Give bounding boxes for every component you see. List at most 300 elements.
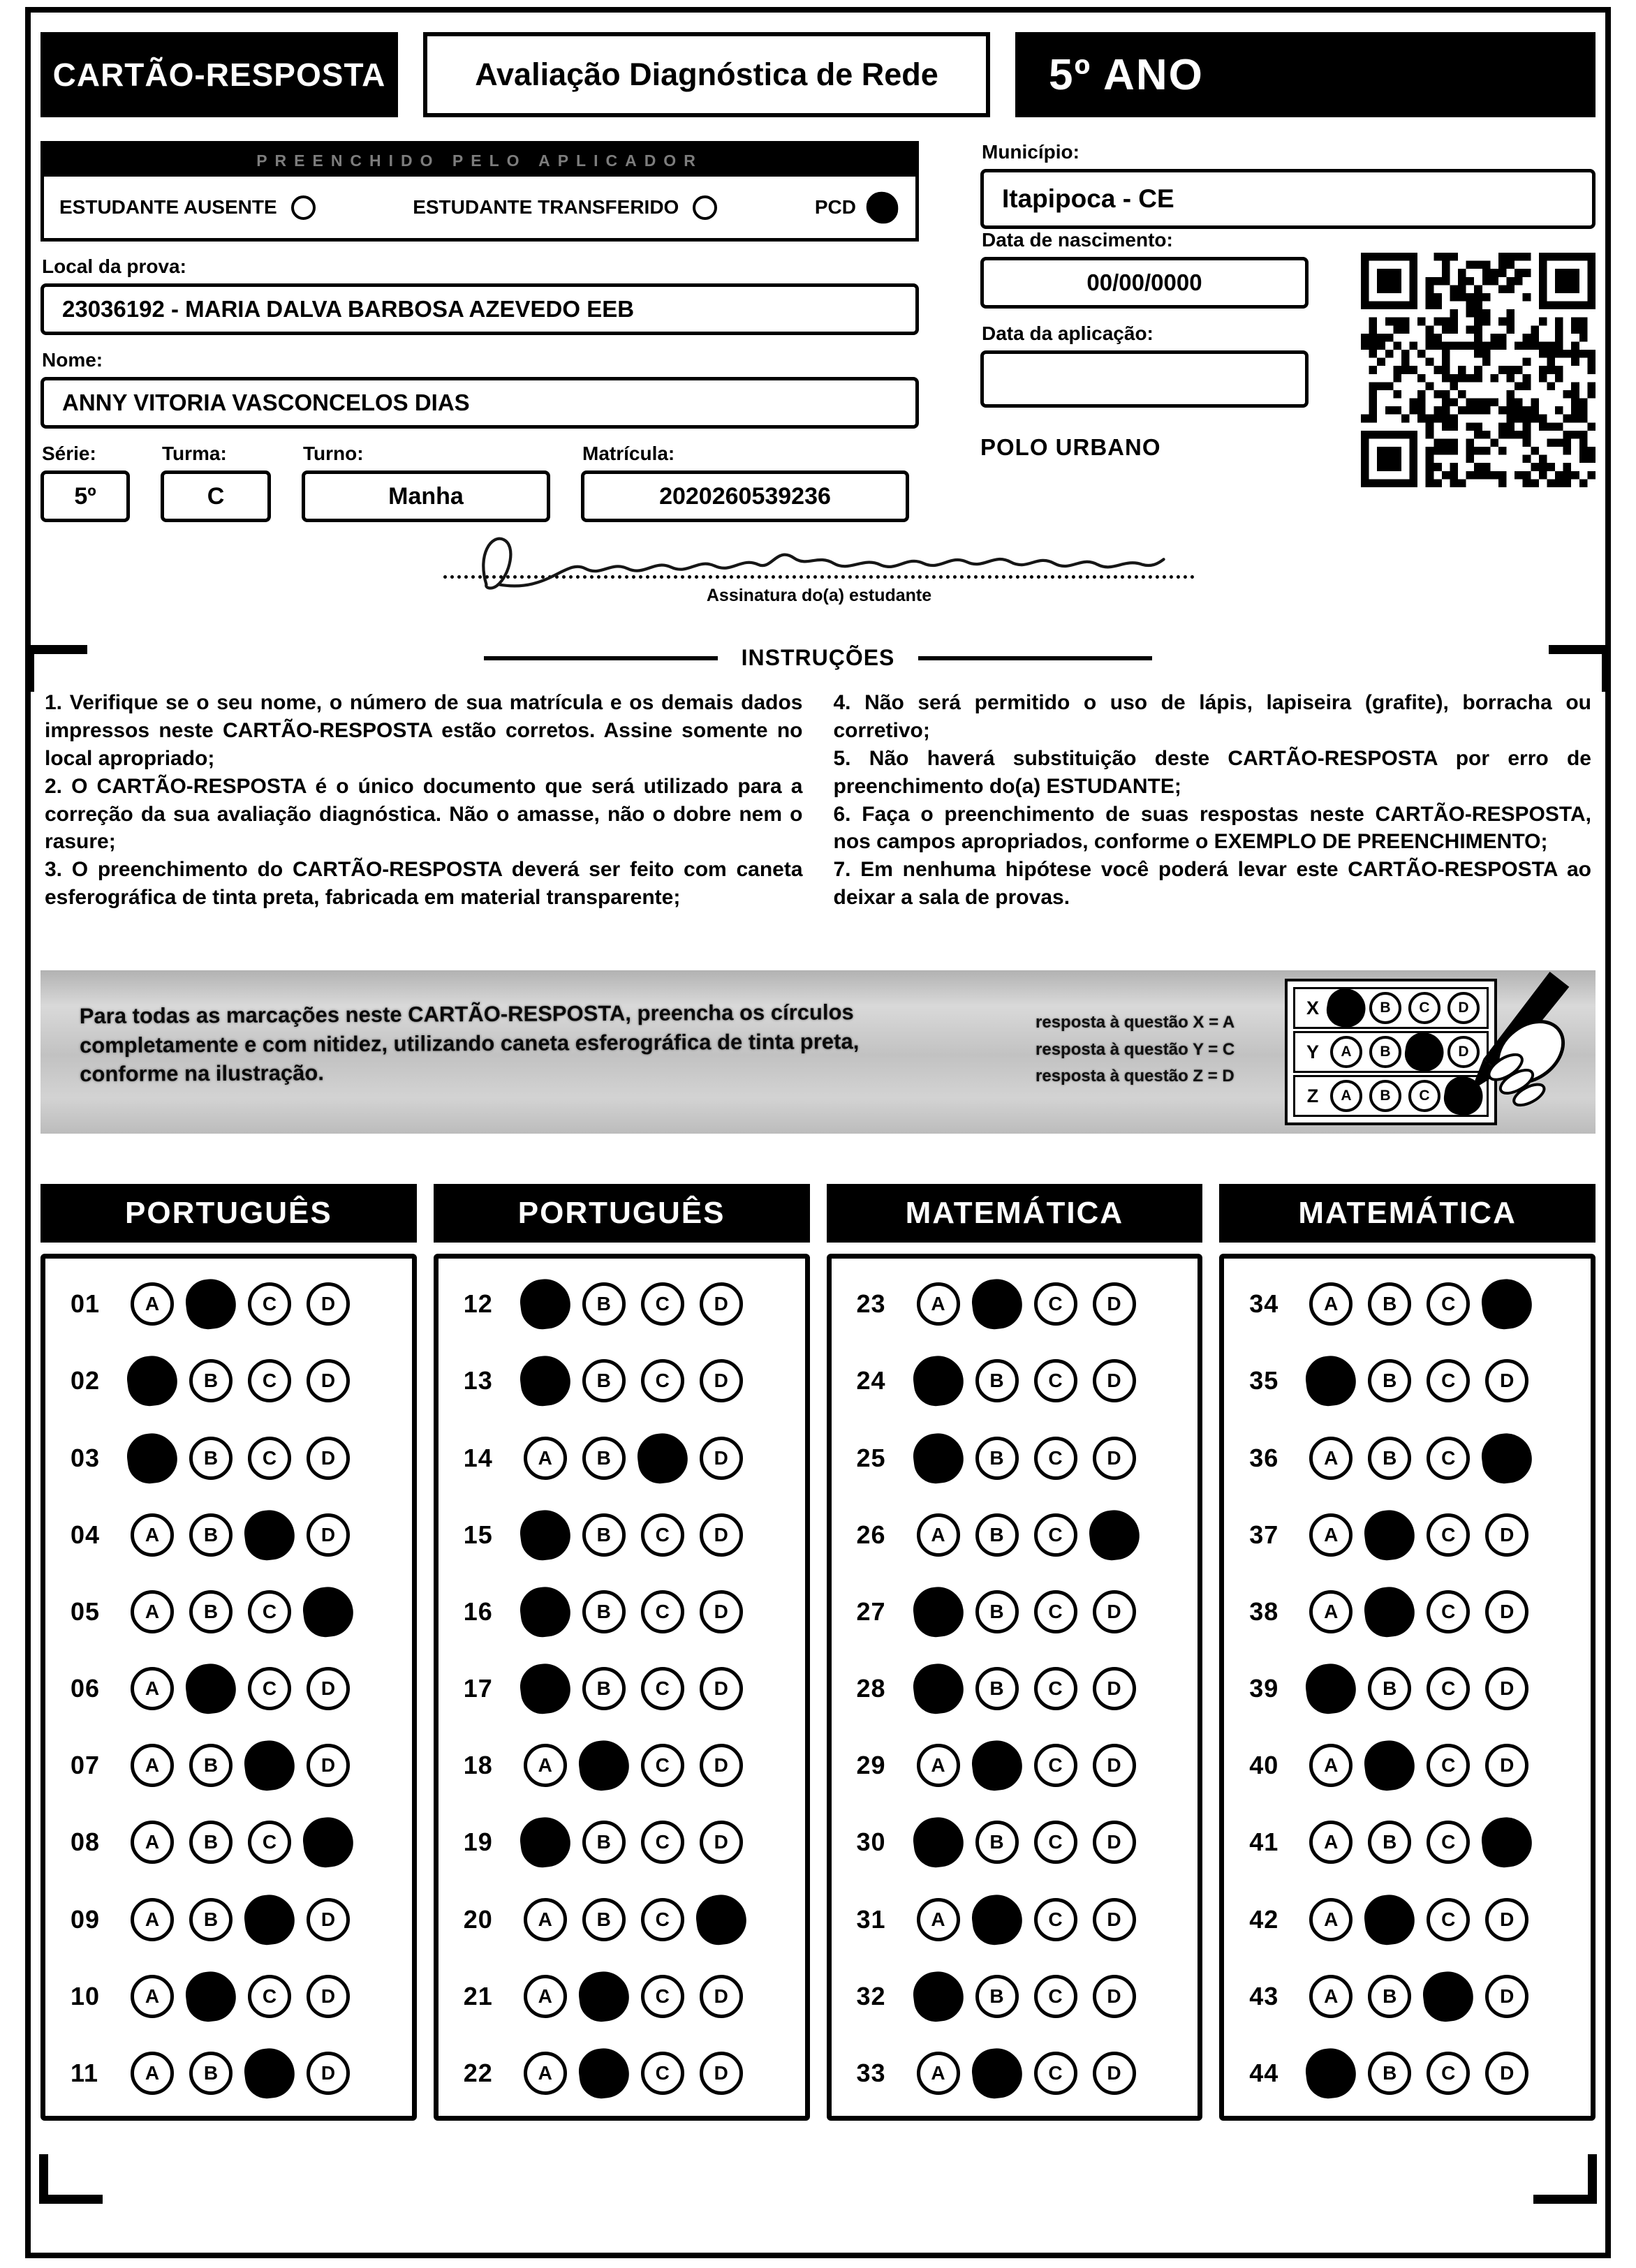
subject-header: MATEMÁTICA [827,1184,1203,1243]
instruction-item: 2. O CARTÃO-RESPOSTA é o único documento que será utilizado para a correção da sua avaliação diagnóstica. Não o amasse, não o dobre nem o rasure; [45,774,803,854]
question-row [857,1975,1184,2018]
answer-bubble-a[interactable] [911,1661,966,1716]
question-number: 27 [856,1596,886,1626]
title-rule-right [918,656,1152,660]
answer-bubble-b[interactable] [183,1276,238,1331]
answer-bubble-d[interactable]: D [700,1975,743,2018]
answer-bubble-c[interactable]: C [248,1667,291,1710]
question-number: 06 [71,1674,101,1703]
answer-bubble-d[interactable] [1480,1430,1535,1485]
question-number: 26 [856,1520,886,1549]
instruction-item: 7. Em nenhuma hipótese você poderá levar este CARTÃO-RESPOSTA ao deixar a sala de provas. [833,858,1591,910]
municipio-label: Município: [982,141,1079,163]
answer-bubble-d[interactable]: D [1093,1282,1136,1326]
answer-bubble-c[interactable]: C [1034,1667,1077,1710]
crop-mark-bottom-right [1533,2154,1597,2204]
answer-bubble-b[interactable]: B [189,1744,233,1787]
answer-bubble-b[interactable]: B [975,1821,1019,1864]
answer-bubble-c[interactable]: C [641,1513,684,1557]
answer-bubble-d[interactable]: D [700,1437,743,1480]
aplicacao-value[interactable] [980,350,1309,408]
matricula-field [581,429,909,522]
municipio-value: Itapipoca - CE [980,169,1596,229]
answer-bubble-a[interactable]: A [917,1744,960,1787]
answer-bubble-a[interactable]: A [917,1282,960,1326]
answer-bubble-a[interactable]: A [524,2052,567,2095]
turma-label: Turma: [162,443,227,464]
question-row [464,1898,791,1941]
answer-bubble-a[interactable]: A [1309,1437,1353,1480]
answer-bubble-a[interactable] [124,1430,179,1485]
answer-bubble-a[interactable]: A [1309,1513,1353,1557]
answer-bubble-c[interactable]: C [1427,1898,1470,1941]
answer-bubble-c[interactable]: C [248,1282,291,1326]
answer-bubble-a[interactable]: A [1309,1282,1353,1326]
answer-bubble-d[interactable]: D [307,1744,350,1787]
answer-bubble-c[interactable]: C [1034,1590,1077,1633]
hand-with-pen-icon [1434,970,1600,1122]
turno-value: Manha [302,470,550,522]
question-row [857,1282,1184,1326]
answer-bubble-d[interactable]: D [307,1975,350,2018]
question-number: 07 [71,1751,101,1780]
answer-bubble-c[interactable]: C [1427,1744,1470,1787]
answer-bubble-b[interactable]: B [975,1667,1019,1710]
answer-bubble-b[interactable]: B [582,1437,626,1480]
answer-bubble-a[interactable] [517,1661,573,1716]
answer-bubble-c[interactable]: C [1427,1359,1470,1402]
question-row [464,1975,791,2018]
answer-bubble-c[interactable]: C [1427,1821,1470,1864]
answer-bubble-d[interactable]: D [1485,2052,1528,2095]
matricula-value: 2020260539236 [581,470,909,522]
answer-bubble-b[interactable]: B [1368,1975,1411,2018]
answer-bubble-d[interactable]: D [1485,1667,1528,1710]
answer-bubble-a[interactable]: A [524,1898,567,1941]
answer-bubble-d[interactable]: D [700,1359,743,1402]
answer-bubble-d[interactable] [693,1892,749,1947]
answer-bubble-a[interactable]: A [1309,1898,1353,1941]
answer-bubble-b[interactable]: B [1368,1821,1411,1864]
answer-bubble-a[interactable]: A [131,2052,174,2095]
answer-bubble-c[interactable] [242,2045,297,2100]
answer-bubble-a[interactable] [911,1354,966,1409]
answer-bubble-d[interactable]: D [1093,1590,1136,1633]
answer-bubble-c[interactable]: C [1034,1975,1077,2018]
applicator-box [40,141,919,242]
turno-label: Turno: [303,443,364,464]
example-bubble-d: D [1447,1036,1480,1068]
answer-bubble-b[interactable]: B [1368,1437,1411,1480]
answer-bubble-d[interactable]: D [1093,2052,1136,2095]
answer-bubble-b[interactable] [969,1276,1024,1331]
answer-bubble-c[interactable]: C [248,1975,291,2018]
answer-bubble-c[interactable]: C [641,1975,684,2018]
answer-block [827,1184,1203,2121]
answer-bubble-a[interactable]: A [1309,1744,1353,1787]
answer-bubble-b[interactable]: B [582,1282,626,1326]
question-number: 44 [1249,2059,1279,2087]
answer-bubble-b[interactable]: B [1368,2052,1411,2095]
answer-bubble-b[interactable] [1362,1584,1417,1639]
question-number: 12 [463,1289,493,1319]
instructions-title-row [45,645,1591,671]
question-number: 32 [856,1981,886,2010]
answer-bubble-a[interactable]: A [131,1975,174,2018]
answer-bubble-d[interactable] [1480,1815,1535,1870]
answer-bubble-b[interactable]: B [582,1898,626,1941]
question-number: 02 [71,1366,101,1395]
local-da-prova-value: 23036192 - MARIA DALVA BARBOSA AZEVEDO EEB [40,283,919,335]
answer-bubble-b[interactable] [576,2045,631,2100]
question-row [71,1744,398,1787]
answer-bubble-c[interactable] [635,1430,690,1485]
question-number: 21 [463,1981,493,2010]
example-bubble-b: B [1369,992,1401,1024]
answer-bubble-a[interactable] [911,1584,966,1639]
applicator-option-circle[interactable] [693,195,717,220]
answer-bubble-a[interactable]: A [917,1898,960,1941]
fill-example-band [40,970,1596,1134]
answer-bubble-d[interactable]: D [1485,1359,1528,1402]
example-bubble-c: C [1408,1080,1440,1112]
answer-bubble-b[interactable]: B [189,2052,233,2095]
answer-bubble-a[interactable]: A [1309,1821,1353,1864]
answer-bubble-d[interactable] [1086,1507,1142,1562]
question-number: 04 [71,1520,101,1549]
answer-bubble-c[interactable]: C [1427,1667,1470,1710]
answer-bubble-b[interactable]: B [582,1359,626,1402]
question-row [464,1667,791,1710]
answer-bubble-c[interactable]: C [641,1282,684,1326]
instructions-columns [45,689,1591,912]
answer-bubble-a[interactable] [911,1969,966,2024]
answer-bubble-d[interactable] [300,1815,355,1870]
question-row [71,1437,398,1480]
answer-bubble-b[interactable] [183,1661,238,1716]
answer-bubble-d[interactable]: D [307,1282,350,1326]
answer-grid [40,1254,417,2121]
question-row [71,1359,398,1402]
answer-bubble-c[interactable]: C [248,1359,291,1402]
answer-bubble-d[interactable]: D [700,2052,743,2095]
answer-bubble-d[interactable] [300,1584,355,1639]
answer-bubble-c[interactable]: C [641,1590,684,1633]
question-row [857,1590,1184,1633]
question-row [1249,1282,1577,1326]
answer-bubble-a[interactable] [911,1815,966,1870]
question-number: 29 [856,1751,886,1780]
answer-bubble-b[interactable]: B [1368,1667,1411,1710]
answer-bubble-a[interactable]: A [131,1821,174,1864]
example-bubble-b: B [1369,1080,1401,1112]
answer-bubble-a[interactable]: A [131,1590,174,1633]
question-number: 42 [1249,1904,1279,1934]
nascimento-label: Data de nascimento: [982,229,1173,251]
legend-line: resposta à questão Y = C [1036,1039,1235,1059]
question-row [464,1359,791,1402]
answer-bubble-d[interactable]: D [307,1667,350,1710]
answer-bubble-c[interactable]: C [248,1437,291,1480]
answer-bubble-b[interactable]: B [189,1590,233,1633]
answer-bubble-d[interactable]: D [1093,1975,1136,2018]
answer-bubble-b[interactable]: B [582,1667,626,1710]
answer-bubble-a[interactable] [1304,2045,1359,2100]
answer-bubble-c[interactable]: C [641,1667,684,1710]
answer-bubble-c[interactable]: C [1034,1437,1077,1480]
qr-code [1361,253,1596,487]
answer-bubble-c[interactable]: C [1427,1282,1470,1326]
answer-bubble-b[interactable]: B [189,1359,233,1402]
answer-bubble-b[interactable]: B [582,1513,626,1557]
question-number: 10 [71,1981,101,2010]
question-number: 39 [1249,1674,1279,1703]
example-bubble-b: B [1369,1036,1401,1068]
answer-bubble-c[interactable]: C [641,1744,684,1787]
answer-bubble-c[interactable]: C [641,1821,684,1864]
answer-bubble-a[interactable] [1304,1354,1359,1409]
question-number: 18 [463,1751,493,1780]
answer-bubble-d[interactable]: D [1485,1744,1528,1787]
answer-bubble-c[interactable]: C [1427,1437,1470,1480]
applicator-bar-label: PREENCHIDO PELO APLICADOR [44,144,915,177]
question-row [857,1359,1184,1402]
answer-bubble-c[interactable]: C [248,1590,291,1633]
answer-block [434,1184,810,2121]
answer-bubble-c[interactable]: C [641,1898,684,1941]
question-number: 33 [856,2059,886,2087]
answer-bubble-d[interactable]: D [1093,1359,1136,1402]
applicator-option [59,195,316,220]
instruction-item: 4. Não será permitido o uso de lápis, lapiseira (grafite), borracha ou corretivo; [833,691,1591,742]
question-number: 22 [463,2059,493,2087]
answer-bubble-b[interactable]: B [975,1590,1019,1633]
example-bubble-a: A [1330,1080,1362,1112]
question-row [1249,1667,1577,1710]
answer-bubble-d[interactable]: D [1093,1744,1136,1787]
question-row [464,1590,791,1633]
answer-bubble-a[interactable]: A [1309,1590,1353,1633]
answer-bubble-d[interactable] [1480,1276,1535,1331]
question-number: 16 [463,1596,493,1626]
example-row-label: X [1306,997,1319,1018]
answer-bubble-d[interactable]: D [307,1898,350,1941]
answer-bubble-d[interactable]: D [700,1282,743,1326]
answer-bubble-b[interactable] [1362,1507,1417,1562]
instruction-item: 5. Não haverá substituição deste CARTÃO-RESPOSTA por erro de preenchimento do(a) ESTUDANTE; [833,746,1591,798]
answer-bubble-d[interactable]: D [1485,1513,1528,1557]
question-number: 15 [463,1520,493,1549]
answer-bubble-a[interactable] [517,1507,573,1562]
answer-bubble-d[interactable]: D [307,1513,350,1557]
answer-bubble-b[interactable] [969,2045,1024,2100]
answer-bubble-a[interactable]: A [131,1513,174,1557]
question-row [1249,1437,1577,1480]
serie-turma-turno-matricula-row [40,429,919,522]
answer-bubble-b[interactable] [576,1738,631,1793]
answer-bubble-c[interactable]: C [1034,2052,1077,2095]
question-row [464,1513,791,1557]
answer-bubble-d[interactable]: D [1485,1898,1528,1941]
example-bubble-a: A [1330,1036,1362,1068]
answer-bubble-c[interactable] [242,1738,297,1793]
answer-bubble-a[interactable]: A [524,1744,567,1787]
answer-block [1219,1184,1596,2121]
question-number: 11 [71,2059,99,2087]
answer-bubble-b[interactable]: B [1368,1359,1411,1402]
answer-bubble-c[interactable]: C [1034,1898,1077,1941]
answer-bubble-a[interactable]: A [131,1282,174,1326]
answer-bubble-b[interactable]: B [189,1437,233,1480]
applicator-option [815,195,894,220]
answer-bubble-c[interactable]: C [641,1359,684,1402]
answer-bubble-b[interactable] [1362,1892,1417,1947]
answer-bubble-b[interactable] [183,1969,238,2024]
identification-section [40,141,1596,606]
answer-bubble-c[interactable] [242,1507,297,1562]
turma-field [161,429,271,522]
instructions-left-column [45,689,803,912]
subject-header: PORTUGUÊS [40,1184,417,1243]
answer-bubble-c[interactable]: C [1034,1359,1077,1402]
nome-field [40,349,919,429]
answer-grid [827,1254,1203,2121]
subject-header: PORTUGUÊS [434,1184,810,1243]
answer-bubble-c[interactable]: C [1034,1821,1077,1864]
answer-bubble-b[interactable]: B [975,1437,1019,1480]
answer-bubble-a[interactable]: A [131,1898,174,1941]
applicator-option-circle[interactable] [867,191,899,223]
answer-bubble-c[interactable]: C [641,2052,684,2095]
question-number: 01 [71,1289,101,1319]
question-row [464,1437,791,1480]
question-number: 17 [463,1674,493,1703]
example-bubble-c: C [1408,992,1440,1024]
answer-bubble-c[interactable]: C [248,1821,291,1864]
answer-bubble-b[interactable]: B [975,1975,1019,2018]
answer-bubble-d[interactable]: D [307,2052,350,2095]
answer-bubble-a[interactable]: A [131,1744,174,1787]
fill-example-text: Para todas as marcações neste CARTÃO-RESPOSTA, preencha os círculos completamente e com nitidez, utilizando caneta esferográfica de tinta preta, conforme na ilustração. [79,1000,860,1087]
answer-bubble-d[interactable]: D [1093,1437,1136,1480]
answer-bubble-a[interactable] [517,1276,573,1331]
answer-bubble-d[interactable]: D [700,1590,743,1633]
question-row [71,1513,398,1557]
answer-bubble-c[interactable]: C [1427,1590,1470,1633]
applicator-option-label: PCD [814,196,856,218]
answer-bubble-a[interactable] [124,1354,179,1409]
crop-mark-top-left [25,645,87,692]
answer-bubble-c[interactable] [242,1892,297,1947]
header [40,32,1596,117]
answer-bubble-a[interactable] [911,1430,966,1485]
question-number: 05 [71,1596,101,1626]
answer-bubble-a[interactable] [517,1815,573,1870]
answer-bubble-c[interactable] [1421,1969,1476,2024]
answer-bubble-c[interactable]: C [1427,1513,1470,1557]
question-number: 40 [1249,1751,1279,1780]
sheet-content [40,32,1596,2121]
answer-grid [434,1254,810,2121]
question-row [857,1744,1184,1787]
answer-bubble-c[interactable]: C [1427,2052,1470,2095]
example-bubble-d: D [1447,992,1480,1024]
answer-bubble-b[interactable]: B [189,1513,233,1557]
card-title: CARTÃO-RESPOSTA [40,32,398,117]
nome-label: Nome: [42,349,103,371]
answer-bubble-b[interactable]: B [189,1898,233,1941]
answer-bubble-b[interactable] [1362,1738,1417,1793]
question-row [857,2052,1184,2095]
answer-bubble-a[interactable]: A [1309,1975,1353,2018]
applicator-option-label: ESTUDANTE TRANSFERIDO [413,196,679,218]
answer-bubble-b[interactable]: B [975,1359,1019,1402]
answer-bubble-a[interactable] [1304,1661,1359,1716]
answer-bubble-a[interactable]: A [131,1667,174,1710]
applicator-option [413,195,717,220]
answer-bubble-c[interactable]: C [1034,1513,1077,1557]
answer-bubble-a[interactable] [517,1354,573,1409]
signature-label: Assinatura do(a) estudante [706,586,932,605]
answer-bubble-b[interactable]: B [582,1821,626,1864]
answer-bubble-b[interactable]: B [582,1590,626,1633]
answer-grid [1219,1254,1596,2121]
answer-bubble-b[interactable]: B [1368,1282,1411,1326]
polo-label: POLO URBANO [980,434,1161,460]
answer-bubble-d[interactable]: D [1093,1821,1136,1864]
answer-bubble-b[interactable] [969,1892,1024,1947]
dates-column [980,229,1309,461]
answer-bubble-b[interactable] [969,1738,1024,1793]
answer-bubble-b[interactable]: B [975,1513,1019,1557]
answer-bubble-d[interactable]: D [307,1359,350,1402]
answer-bubble-d[interactable]: D [700,1667,743,1710]
answer-bubble-a[interactable]: A [917,1513,960,1557]
question-row [71,1590,398,1633]
instructions-right-column [834,689,1592,912]
question-number: 23 [856,1289,886,1319]
answer-bubble-a[interactable] [517,1584,573,1639]
answer-bubble-a[interactable]: A [524,1437,567,1480]
answer-bubble-b[interactable] [576,1969,631,2024]
answer-bubble-d[interactable]: D [700,1513,743,1557]
answer-bubble-d[interactable]: D [1485,1975,1528,2018]
answer-bubble-d[interactable]: D [1485,1590,1528,1633]
instructions-title: INSTRUÇÕES [741,645,895,670]
crop-mark-top-right [1549,645,1611,692]
fill-example-legend [1036,1009,1235,1090]
question-number: 24 [856,1366,886,1395]
aplicacao-label: Data da aplicação: [982,323,1154,344]
answer-bubble-c[interactable]: C [1034,1744,1077,1787]
question-number: 09 [71,1904,101,1934]
answer-bubble-b[interactable]: B [189,1821,233,1864]
answer-bubble-d[interactable]: D [1093,1898,1136,1941]
answer-bubble-d[interactable]: D [1093,1667,1136,1710]
answer-bubble-c[interactable]: C [1034,1282,1077,1326]
local-da-prova-label: Local da prova: [42,255,186,277]
question-row [1249,1975,1577,2018]
applicator-option-circle[interactable] [291,195,316,220]
answer-bubble-d[interactable]: D [307,1437,350,1480]
answer-bubble-a[interactable]: A [524,1975,567,2018]
nome-value: ANNY VITORIA VASCONCELOS DIAS [40,377,919,429]
answer-bubble-a[interactable]: A [917,2052,960,2095]
local-da-prova-field [40,255,919,335]
answer-bubble-d[interactable]: D [700,1821,743,1864]
answer-bubble-d[interactable]: D [700,1744,743,1787]
question-row [857,1437,1184,1480]
